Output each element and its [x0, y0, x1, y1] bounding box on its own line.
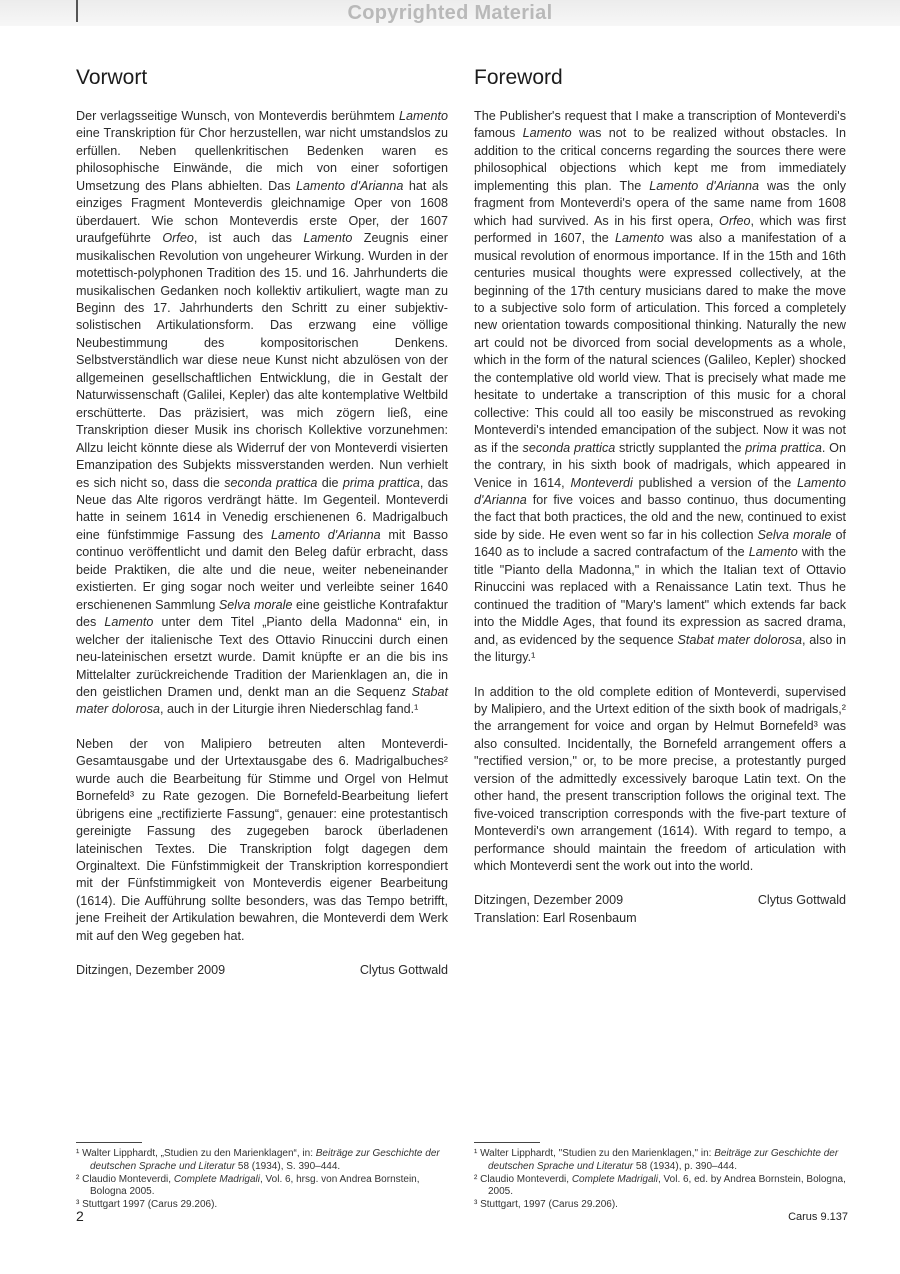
heading-foreword: Foreword	[474, 66, 563, 89]
footnote-3: ³ Stuttgart 1997 (Carus 29.206).	[76, 1199, 218, 1211]
vorwort-footnotes	[76, 1148, 448, 1212]
translation-credit: Translation: Earl Rosenbaum	[474, 910, 637, 925]
vorwort-paragraph-2: Neben der von Malipiero betreuten alten Monteverdi-Gesamtausgabe und der Urtextausgabe des 6. Madrigalbuches² wurde auch die Bearbeitung für Stimme und Orgel von Helmut Bornefeld³ zu Rate gezogen. Die Bornefeld-Bearbeitung liefert übrigens eine „rectifizierte Fassung“, genauer: eine protestantisch gereinigte Fassung des zugegeben barock überladenen lateinischen Textes. Die Transkription folgt dagegen dem Orginaltext. Die Fünfstimmigkeit der Transkription korrespondiert mit der Fünfstimmigkeit von Monteverdis eigener Bearbeitung (1614). Die Aufführung sollte besonders, was das Tempo betrifft, jene Freiheit der Artikulation bewahren, die Monteverdi dem Werk mit auf den Weg gegeben hat.	[76, 736, 448, 943]
author-name: Clytus Gottwald	[359, 963, 448, 978]
footnote-1: ¹ Walter Lipphardt, "Studien zu den Marienklagen," in: Beiträge zur Geschichte der deutschen Sprache und Literatur 58 (1934), p. 390–444.	[474, 1148, 839, 1172]
vorwort-body	[76, 108, 448, 980]
author-name: Clytus Gottwald	[757, 893, 846, 908]
foreword-signature	[474, 892, 846, 909]
place-date: Ditzingen, Dezember 2009	[474, 893, 624, 908]
footnote-2: ² Claudio Monteverdi, Complete Madrigali, Vol. 6, ed. by Andrea Bornstein, Bologna, 2005.	[474, 1173, 846, 1198]
foreword-body	[474, 108, 846, 927]
vorwort-paragraph-1: Der verlagsseitige Wunsch, von Monteverdis berühmtem Lamento eine Transkription für Chor herzustellen, war nicht umstandslos zu erfüllen. Neben quellenkritischen Bedenken waren es philosophische Einwände, die mich von einer sofortigen Umsetzung des Plans abhielten. Das Lamento d'Arianna hat als einziges Fragment Monteverdis gleichnamige Oper von 1608 überdauert. Wie schon Monteverdis erste Oper, der 1607 uraufgeführte Orfeo, ist auch das Lamento Zeugnis einer musikalischen Revolution von ungeheurer Wirkung. Wurden in der motettisch-polyphonen Tradition des 15. und 16. Jahrhunderts die musikalischen Gedanken noch kollektiv artikuliert, wagte man zu Beginn des 17. Jahrhunderts den Schritt zu einer subjektiv-solistischen Artikulationsform. Das erzwang eine völlige Neubestimmung des kompositorischen Denkens. Selbstverständlich war diese neue Kunst nicht abzulösen von der allgemeinen gesellschaftlichen Entwicklung, die in Gestalt der Naturwissenschaft (Galilei, Kepler) das alte kontemplative Weltbild erschütterte. Das präzisiert, was mich zögern ließ, eine Transkription dieser Musik ins chorisch Kollektive vorzunehmen: Allzu leicht könnte diese als Widerruf der von Monteverdi visierten Emanzipation des Subjekts missverstanden werden. Nun verhielt es sich nicht so, dass die seconda prattica die prima prattica, das Neue das Alte rigoros verdrängt hätte. Im Gegenteil. Monteverdi hatte in seinem 1614 in Venedig erschienenen 6. Madrigalbuch eine fünfstimmige Fassung des Lamento d'Arianna mit Basso continuo veröffentlicht und damit den Beleg dafür erbracht, dass beide Praktiken, die alte und die neue, weiter nebeneinander existierten. Er ging sogar noch weiter und verleibte seiner 1640 erschienenen Sammlung Selva morale eine geistliche Kontrafaktur des Lamento unter dem Titel „Pianto della Madonna“ ein, in welcher der italienische Text des Ottavio Rinuccini durch einen neu-lateinischen ersetzt wurde. Damit knüpfte er an die bis ins Mittelalter zurückreichende Tradition der Marienklagen an, die in den geistlichen Dramen und, denkt man an die Sequenz Stabat mater dolorosa, auch in der Liturgie ihren Niederschlag fand.¹	[76, 109, 449, 717]
catalog-number: Carus 9.137	[788, 1211, 848, 1223]
foreword-paragraph-1: The Publisher's request that I make a transcription of Monteverdi's famous Lamento was not to be realized without obstacles. In addition to the critical concerns regarding the sources there were philosophical objections which kept me from immediately implementing this plan. The Lamento d'Arianna was the only fragment from Monteverdi's opera of the same name from 1608 which had survived. As in his first opera, Orfeo, which was first performed in 1607, the Lamento was also a manifestation of a musical revolution of enormous importance. If in the 15th and 16th centuries musical thoughts were expressed collectively, at the beginning of the 17th century musicians dared to make the move to a subjective solo form of articulation. This forced a completely new orientation towards compositional thinking. Naturally the new art could not be divorced from social developments as a whole, which in the form of the natural sciences (Galileo, Kepler) shocked the contemplative old world view. That is precisely what made me hesitate to undertake a transcription of this music for a choral collective: This could all too easily be misconstrued as revoking Monteverdi's intended emancipation of the subject. Now it was not as if the seconda prattica strictly supplanted the prima prattica. On the contrary, in his sixth book of madrigals, which appeared in Venice in 1614, Monteverdi published a version of the Lamento d'Arianna for five voices and basso continuo, thus documenting the fact that both practices, the old and the new, continued to exist side by side. He even went so far in his collection Selva morale of 1640 as to include a sacred contrafactum of the Lamento with the title "Pianto della Madonna," in which the Italian text of Ottavio Rinuccini was replaced with a Renaissance Latin text. Thus he continued the tradition of "Mary's lament" which extends far back into the Middle Ages, that found its expression as sacred drama, and, as evidenced by the sequence Stabat mater dolorosa, also in the liturgy.¹	[474, 109, 847, 665]
footnote-2: ² Claudio Monteverdi, Complete Madrigali, Vol. 6, hrsg. von Andrea Bornstein, Bologna 2005.	[76, 1173, 420, 1198]
footnote-3: ³ Stuttgart, 1997 (Carus 29.206).	[474, 1199, 618, 1211]
foreword-footnotes	[474, 1148, 846, 1212]
footnote-rule	[76, 1142, 142, 1143]
copyright-watermark: Copyrighted Material	[347, 2, 553, 24]
foreword-paragraph-2: In addition to the old complete edition of Monteverdi, supervised by Malipiero, and the Urtext edition of the sixth book of madrigals,² the arrangement for voice and organ by Helmut Bornefeld³ was also consulted. Incidentally, the Bornefeld arrangement offers a "rectified version," or, to be more precise, a protestantly purged version of the admittedly excessively baroque Latin text. On the other hand, the present transcription follows the original text. The five-voiced transcription corresponds with the five-part texture of Monteverdi's own arrangement (1614). With regard to tempo, a performance should maintain the freedom of articulation with which Monteverdi sent the work out into the world.	[474, 684, 846, 874]
footnote-rule	[474, 1142, 540, 1143]
vorwort-signature	[76, 962, 448, 979]
page-number: 2	[76, 1208, 84, 1224]
footnote-1: ¹ Walter Lipphardt, „Studien zu den Marienklagen“, in: Beiträge zur Geschichte der deutschen Sprache und Literatur 58 (1934), S. 390–444.	[76, 1148, 440, 1172]
place-date: Ditzingen, Dezember 2009	[76, 963, 226, 978]
heading-vorwort: Vorwort	[76, 66, 148, 89]
